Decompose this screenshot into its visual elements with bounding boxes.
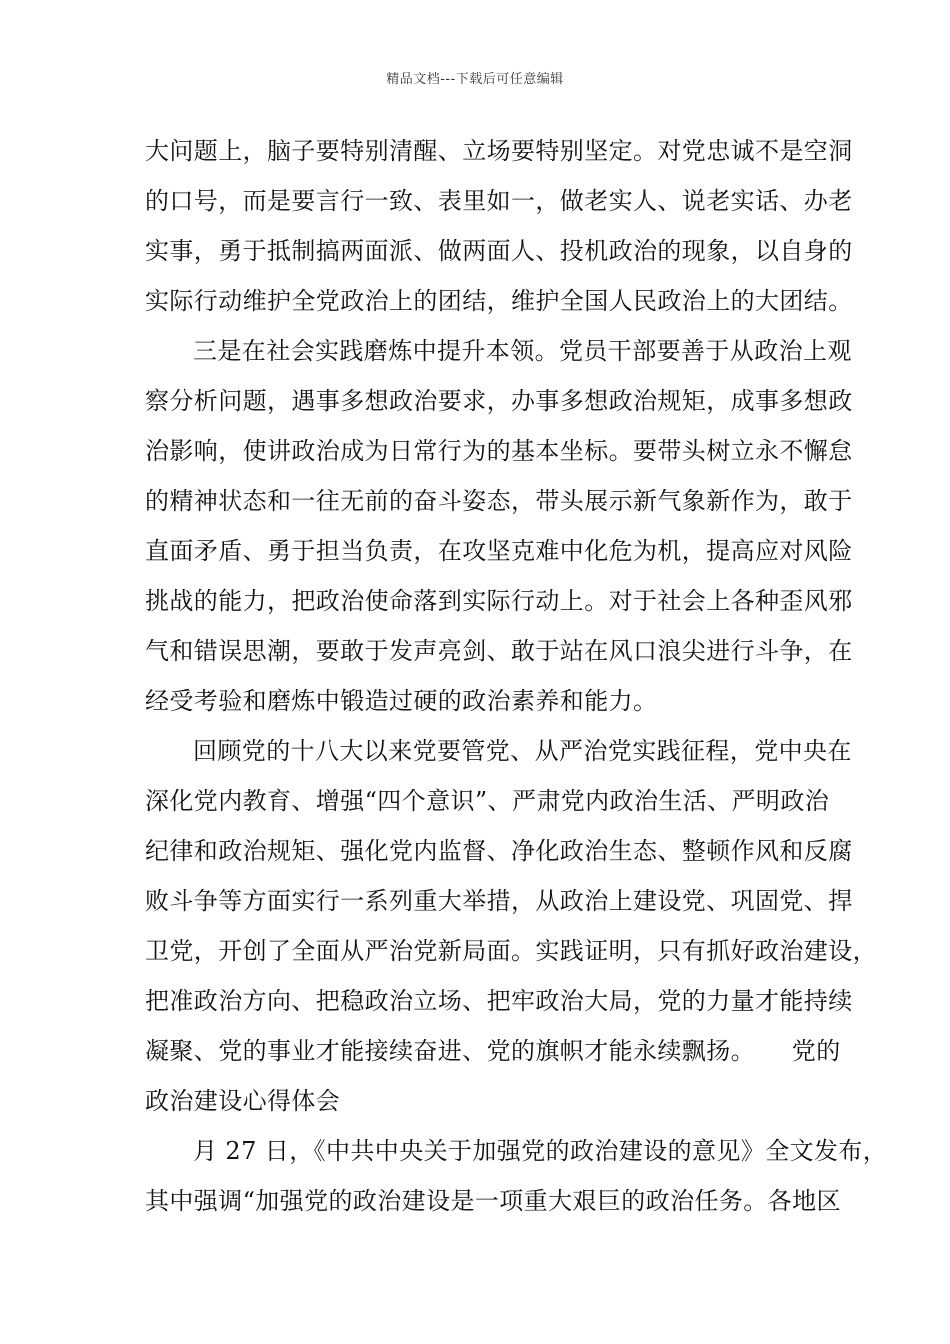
text-line: 实际行动维护全党政治上的团结，维护全国人民政治上的大团结。	[145, 287, 853, 315]
text-line: 败斗争等方面实行一系列重大举措，从政治上建设党、巩固党、捍	[145, 887, 853, 915]
text-line: 凝聚、党的事业才能接续奋进、党的旗帜才能永续飘扬。 党的	[145, 1037, 841, 1065]
page-header: 精品文档---下载后可任意编辑	[386, 72, 564, 87]
text-line: 纪律和政治规矩、强化党内监督、净化政治生态、整顿作风和反腐	[145, 837, 853, 865]
text-line: 把准政治方向、把稳政治立场、把牢政治大局，党的力量才能持续	[145, 987, 853, 1015]
text-line: 大问题上，脑子要特别清醒、立场要特别坚定。对党忠诚不是空洞	[145, 137, 853, 165]
text-line: 经受考验和磨炼中锻造过硬的政治素养和能力。	[145, 687, 658, 715]
text-line: 察分析问题，遇事多想政治要求，办事多想政治规矩，成事多想政	[145, 387, 853, 415]
text-line: 卫党，开创了全面从严治党新局面。实践证明，只有抓好政治建设，	[145, 937, 877, 965]
text-line: 政治建设心得体会	[145, 1087, 341, 1115]
text-line: 气和错误思潮，要敢于发声亮剑、敢于站在风口浪尖进行斗争，在	[145, 637, 853, 665]
text-line: 的精神状态和一往无前的奋斗姿态，带头展示新气象新作为，敢于	[145, 487, 853, 515]
text-line: 三是在社会实践磨炼中提升本领。党员干部要善于从政治上观	[193, 337, 852, 365]
text-line: 月 27 日，《中共中央关于加强党的政治建设的意见》全文发布，	[193, 1137, 888, 1165]
text-line: 挑战的能力，把政治使命落到实际行动上。对于社会上各种歪风邪	[145, 587, 853, 615]
text-line: 深化党内教育、增强“四个意识”、严肃党内政治生活、严明政治	[145, 787, 830, 815]
text-line: 其中强调“加强党的政治建设是一项重大艰巨的政治任务。各地区	[145, 1187, 841, 1215]
text-line: 直面矛盾、勇于担当负责，在攻坚克难中化危为机，提高应对风险	[145, 537, 853, 565]
text-line: 回顾党的十八大以来党要管党、从严治党实践征程，党中央在	[193, 737, 852, 765]
text-line: 实事，勇于抵制搞两面派、做两面人、投机政治的现象，以自身的	[145, 237, 853, 265]
text-line: 治影响，使讲政治成为日常行为的基本坐标。要带头树立永不懈怠	[145, 437, 853, 465]
text-line: 的口号，而是要言行一致、表里如一，做老实人、说老实话、办老	[145, 187, 853, 215]
